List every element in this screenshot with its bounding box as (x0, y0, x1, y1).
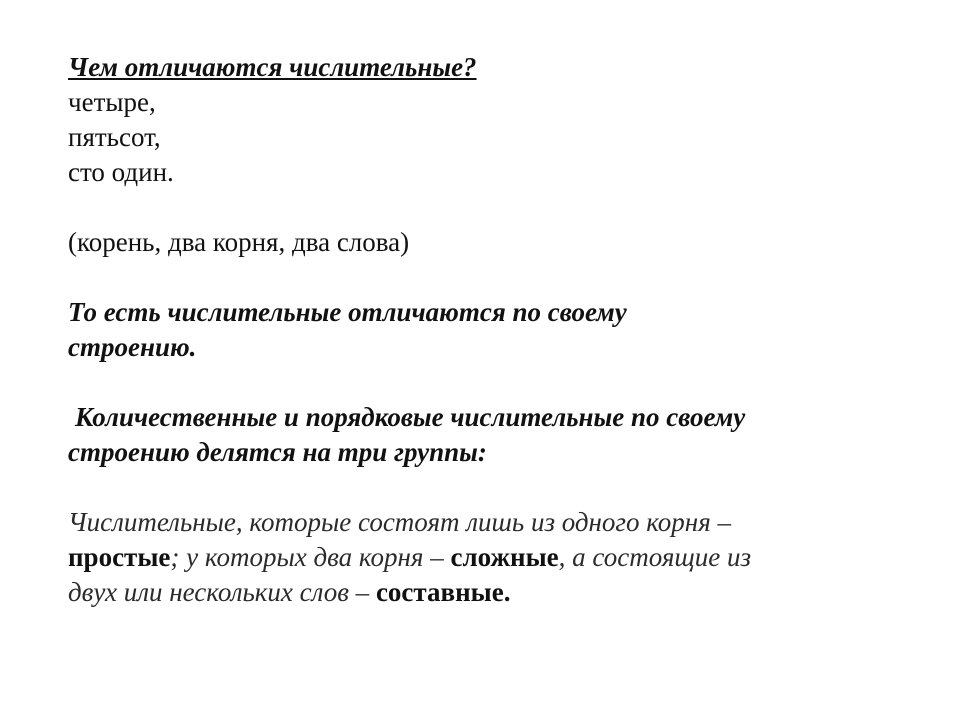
spacer (68, 260, 898, 295)
example-four: четыре, (68, 87, 156, 117)
term-simple: простые (68, 542, 171, 572)
definition-line-2 (68, 540, 898, 575)
slide-title: Чем отличаются числительные? (68, 52, 477, 82)
definition-line-3 (68, 575, 898, 610)
spacer (68, 470, 898, 505)
slide-content (68, 50, 898, 610)
definition-text-1: Числительные, которые состоят лишь из одного корня – (68, 507, 732, 537)
conclusion-line-2: строению. (68, 332, 197, 362)
definition-period: . (503, 577, 511, 607)
spacer (68, 190, 898, 225)
term-compound: сложные (450, 542, 559, 572)
example-hundred-one: сто один. (68, 157, 174, 187)
conclusion-line-1: То есть числительные отличаются по своему (68, 297, 627, 327)
groups-intro-line-2: строению делятся на три группы: (68, 437, 487, 467)
term-composite: составные (375, 577, 504, 607)
spacer (68, 365, 898, 400)
definition-line-1 (68, 505, 898, 540)
example-five-hundred: пятьсот, (68, 122, 161, 152)
definition-paragraph (68, 505, 898, 610)
definition-text-4: двух или нескольких слов – (68, 577, 370, 607)
definition-text-3: , а состоящие из (558, 542, 752, 572)
definition-text-2: ; у которых два корня – (170, 542, 444, 572)
groups-intro-line-1: Количественные и порядковые числительные по своему (75, 402, 746, 432)
hint-text: (корень, два корня, два слова) (68, 227, 410, 257)
